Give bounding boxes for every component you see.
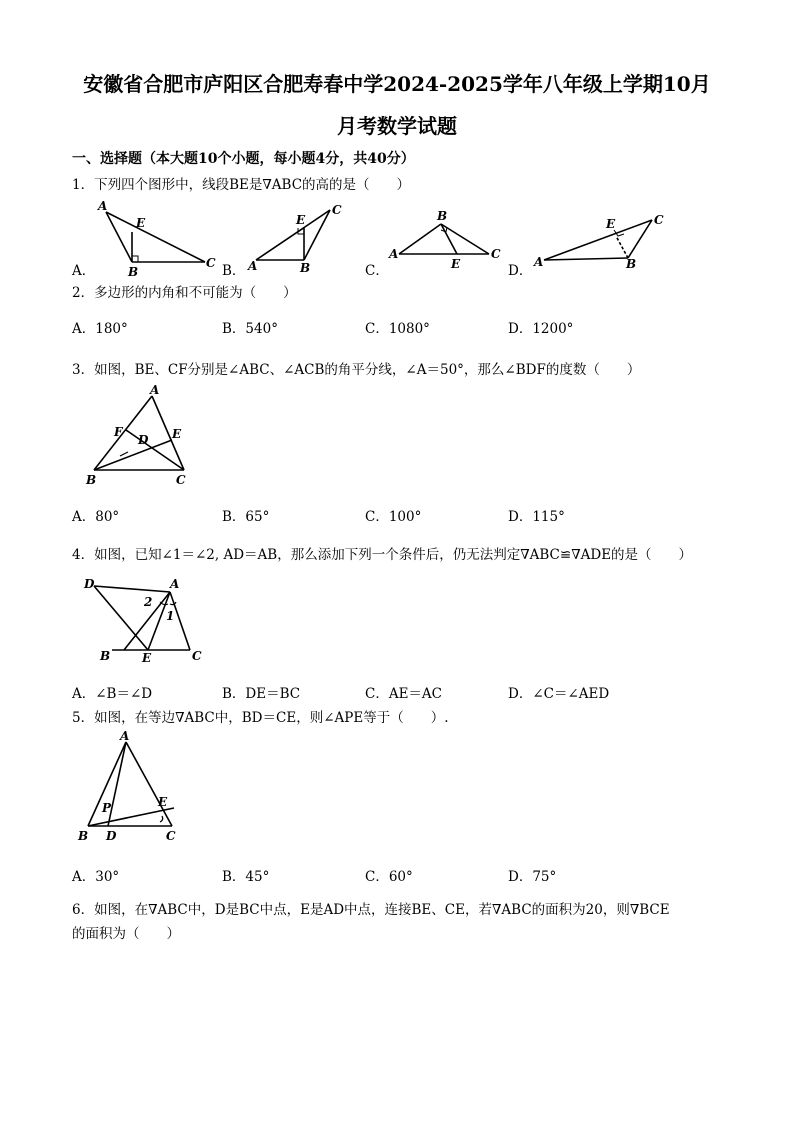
q1-figure-c: [385, 206, 505, 271]
q3-label-B: B: [86, 473, 97, 487]
q1d-label-C: C: [654, 213, 664, 227]
q1-option-c[interactable]: C．: [365, 263, 389, 279]
q4-figure: [78, 572, 208, 664]
q1a-label-C: C: [206, 256, 216, 270]
q1c-label-A: A: [389, 247, 399, 261]
q2-option-a[interactable]: A．180°: [72, 321, 128, 337]
q5-label-B: B: [78, 829, 89, 843]
q5-label-C: C: [166, 829, 176, 843]
q5-option-c[interactable]: C．60°: [365, 869, 413, 885]
q4-label-D: D: [84, 577, 95, 591]
q1d-label-B: B: [626, 257, 637, 271]
q5-option-a[interactable]: A．30°: [72, 869, 120, 885]
q3-label-F: F: [114, 425, 123, 439]
q3-label-E: E: [172, 427, 182, 441]
q3-label-C: C: [176, 473, 186, 487]
q4-label-2: 2: [144, 595, 153, 609]
q4-option-a[interactable]: A．∠B＝∠D: [72, 686, 153, 702]
q1-option-d[interactable]: D．: [508, 263, 533, 279]
q3-label-D: D: [138, 433, 149, 447]
q1c-label-E: E: [451, 257, 461, 271]
q1c-label-C: C: [491, 247, 501, 261]
q3-option-b[interactable]: B．65°: [222, 509, 270, 525]
q1-figure-a: [92, 196, 216, 279]
q1d-label-A: A: [534, 255, 544, 269]
question-1-stem: 1．下列四个图形中，线段BE是∇ABC的高的是（ ）: [72, 177, 411, 193]
q1a-label-B: B: [128, 265, 139, 279]
q5-label-D: D: [106, 829, 117, 843]
q1-figure-b: [240, 198, 350, 274]
q3-option-c[interactable]: C．100°: [365, 509, 422, 525]
q3-label-A: A: [150, 383, 160, 397]
q2-option-d[interactable]: D．1200°: [508, 321, 574, 337]
q3-option-d[interactable]: D．115°: [508, 509, 565, 525]
question-6-stem-line1: 6．如图，在∇ABC中，D是BC中点，E是AD中点，连接BE、CE，若∇ABC的面积为20，则∇BCE: [72, 902, 670, 918]
q1a-label-A: A: [98, 199, 108, 213]
q1b-label-A: A: [248, 259, 258, 273]
q4-label-E: E: [142, 651, 152, 665]
q3-option-a[interactable]: A．80°: [72, 509, 120, 525]
q4-label-A: A: [170, 577, 180, 591]
q5-option-d[interactable]: D．75°: [508, 869, 557, 885]
q2-option-c[interactable]: C．1080°: [365, 321, 430, 337]
q5-label-E: E: [158, 795, 168, 809]
q2-option-b[interactable]: B．540°: [222, 321, 278, 337]
q4-label-1: 1: [166, 609, 175, 623]
q5-figure: [72, 730, 192, 848]
question-6-stem-line2: 的面积为（ ）: [72, 926, 180, 942]
q4-option-d[interactable]: D．∠C＝∠AED: [508, 686, 610, 702]
q1-option-b[interactable]: B．: [222, 263, 246, 279]
question-2-stem: 2．多边形的内角和不可能为（ ）: [72, 285, 297, 301]
q5-option-b[interactable]: B．45°: [222, 869, 270, 885]
page-title: 安徽省合肥市庐阳区合肥寿春中学2024-2025学年八年级上学期10月: [83, 72, 711, 96]
q1b-label-B: B: [300, 261, 311, 275]
q4-label-B: B: [100, 649, 111, 663]
q1b-label-C: C: [332, 203, 342, 217]
q1c-label-B: B: [437, 209, 448, 223]
q3-figure: [80, 382, 200, 490]
q1d-label-E: E: [606, 217, 616, 231]
q5-label-P: P: [102, 801, 112, 815]
q4-option-b[interactable]: B．DE＝BC: [222, 686, 301, 702]
q4-option-c[interactable]: C．AE＝AC: [365, 686, 443, 702]
question-4-stem: 4．如图，已知∠1＝∠2, AD＝AB，那么添加下列一个条件后，仍无法判定∇ABC≌∇ADE的是（ ）: [72, 547, 693, 563]
q1a-label-E: E: [136, 216, 146, 230]
question-5-stem: 5．如图，在等边∇ABC中，BD＝CE，则∠APE等于（ ）.: [72, 710, 449, 726]
page-subtitle: 月考数学试题: [337, 114, 457, 138]
q1-figure-d: [530, 206, 670, 271]
section-header: 一、选择题（本大题10个小题，每小题4分，共40分）: [72, 151, 415, 167]
question-3-stem: 3．如图，BE、CF分别是∠ABC、∠ACB的角平分线，∠A＝50°，那么∠BDF的度数（ ）: [72, 362, 641, 378]
q1-option-a[interactable]: A．: [72, 263, 96, 279]
q1b-label-E: E: [296, 213, 306, 227]
q5-label-A: A: [120, 729, 130, 743]
q4-label-C: C: [192, 649, 202, 663]
